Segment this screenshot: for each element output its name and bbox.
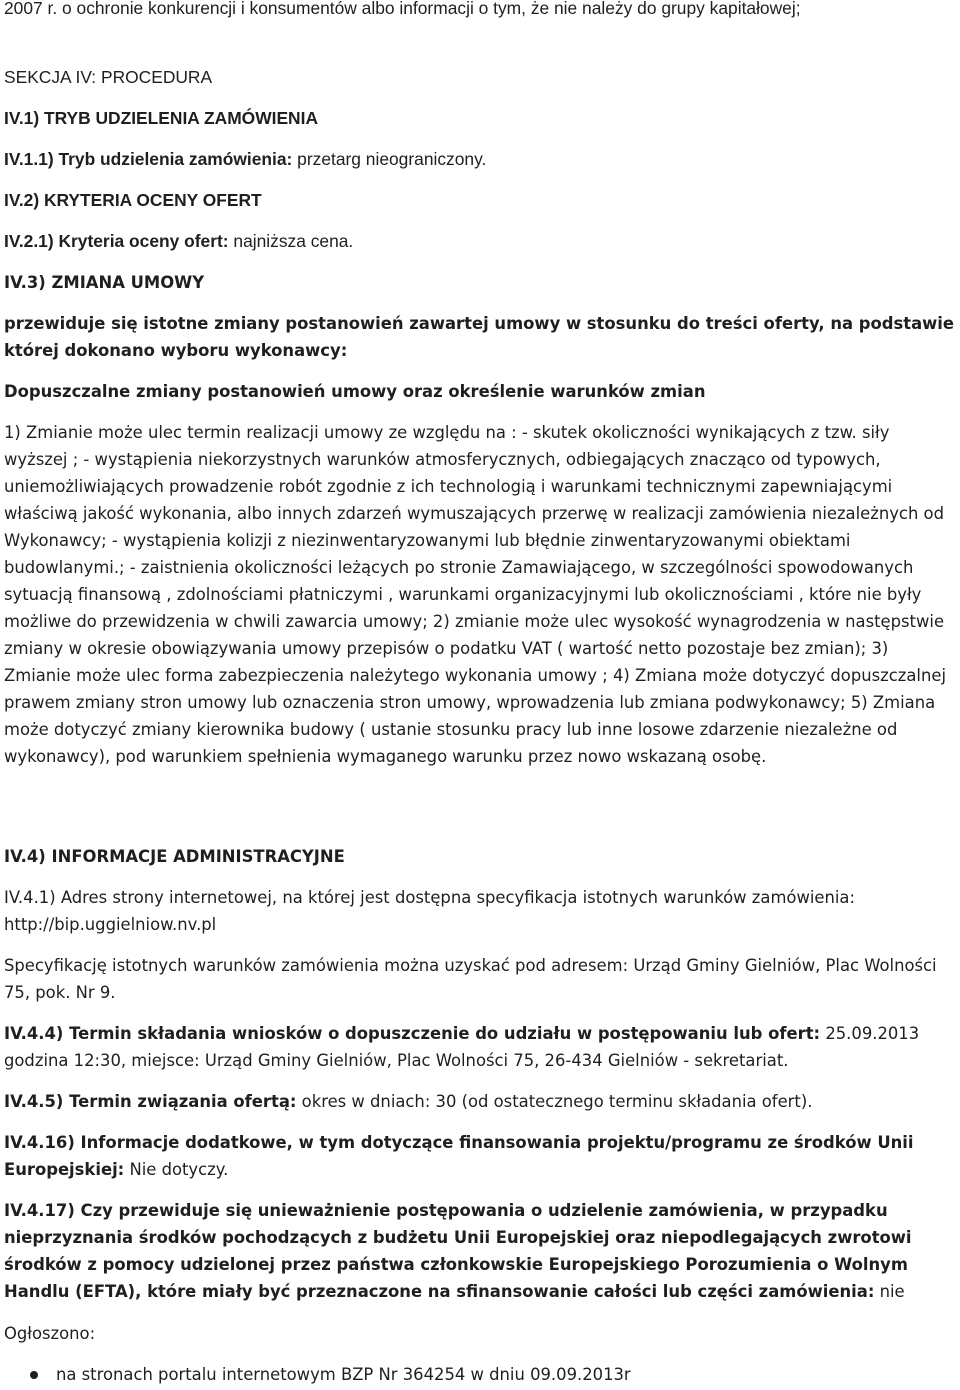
iv416-value: Nie dotyczy. xyxy=(124,1160,229,1179)
iv3-subheading: Dopuszczalne zmiany postanowień umowy oraz określenie warunków zmian xyxy=(4,382,706,401)
iv41-text: IV.4.1) Adres strony internetowej, na której jest dostępna specyfikacja istotnych warunków zamówienia: http://bip.uggielniow.nv.pl xyxy=(4,888,855,934)
iv21-line xyxy=(4,228,958,255)
heading-iv4: IV.4) INFORMACJE ADMINISTRACYJNE xyxy=(4,847,345,866)
iv416-label: IV.4.16) Informacje dodatkowe, w tym dotyczące finansowania projektu/programu ze środków Unii Europejskiej: xyxy=(4,1133,914,1179)
iv44-line xyxy=(4,1020,958,1074)
iv45-line xyxy=(4,1088,958,1115)
iv416-line xyxy=(4,1129,958,1183)
iv21-value: najniższa cena. xyxy=(228,231,354,251)
iv11-value: przetarg nieograniczony. xyxy=(292,149,487,169)
iv44-label: IV.4.4) Termin składania wniosków o dopuszczenie do udziału w postępowaniu lub ofert: xyxy=(4,1024,821,1043)
heading-iv2: IV.2) KRYTERIA OCENY OFERT xyxy=(4,190,262,210)
list-item: na stronach portalu internetowym BZP Nr 364254 w dniu 09.09.2013r xyxy=(56,1361,960,1388)
iv417-line xyxy=(4,1197,958,1305)
publication-list xyxy=(4,1361,960,1388)
ogloszono-label: Ogłoszono: xyxy=(4,1324,96,1343)
section-heading: SEKCJA IV: PROCEDURA xyxy=(4,67,213,87)
iv45-label: IV.4.5) Termin związania ofertą: xyxy=(4,1092,297,1111)
heading-iv3: IV.3) ZMIANA UMOWY xyxy=(4,273,205,292)
iv11-line xyxy=(4,146,958,173)
iv3-body: 1) Zmianie może ulec termin realizacji umowy ze względu na : - skutek okoliczności wynikających z tzw. siły wyższej ; - wystąpienia niekorzystnych warunków atmosferycznych, odbiegających znacząco od typowych, uniemożliwiających prowadzenie robót zgodnie z ich technologią i warunkami technicznymi zapewniającymi właściwą jakość wykonania, albo innych zdarzeń wymuszających przerwę w realizacji zamówienia niezależnych od Wykonawcy; - wystąpienia kolizji z niezinwentaryzowanymi lub błędnie zinwentaryzowanymi obiektami budowlanymi.; - zaistnienia okoliczności leżących po stronie Zamawiającego, w szczególności spowodowanych sytuacją finansową , zdolnościami płatniczymi , warunkami organizacyjnymi lub okolicznościami , które nie były możliwe do przewidzenia w chwili zawarcia umowy; 2) zmianie może ulec wysokość wynagrodzenia w następstwie zmiany w okresie obowiązywania umowy przepisów o podatku VAT ( wartość netto pozostaje bez zmian); 3) Zmianie może ulec forma zabezpieczenia należytego wykonania umowy ; 4) Zmiana może dotyczyć dopuszczalnej prawem zmiany stron umowy lub oznaczenia stron umowy, wprowadzenia lub zmiana podwykonawcy; 5) Zmiana może dotyczyć zmiany kierownika budowy ( ustanie stosunku pracy lub inne losowe zdarzenie niezależne od wykonawcy), pod warunkiem spełnienia wymaganego warunku przez nowo wskazaną osobę. xyxy=(4,423,947,766)
iv11-label: IV.1.1) Tryb udzielenia zamówienia: xyxy=(4,149,293,169)
iv3-question: przewiduje się istotne zmiany postanowień zawartej umowy w stosunku do treści oferty, na podstawie której dokonano wyboru wykonawcy: xyxy=(4,314,955,360)
iv45-value: okres w dniach: 30 (od ostatecznego terminu składania ofert). xyxy=(296,1092,813,1111)
spec-text: Specyfikację istotnych warunków zamówienia można uzyskać pod adresem: Urząd Gminy Gielniów, Plac Wolności 75, pok. Nr 9. xyxy=(4,956,937,1002)
iv44-value: 25.09.2013 godzina 12:30, miejsce: Urząd Gminy Gielniów, Plac Wolności 75, 26-434 Gielniów - sekretariat. xyxy=(4,1024,920,1070)
iv21-label: IV.2.1) Kryteria oceny ofert: xyxy=(4,231,229,251)
paragraph-top: 2007 r. o ochronie konkurencji i konsumentów albo informacji o tym, że nie należy do grupy kapitałowej; xyxy=(4,0,801,18)
heading-iv1: IV.1) TRYB UDZIELENIA ZAMÓWIENIA xyxy=(4,108,319,128)
iv417-value: nie xyxy=(874,1282,905,1301)
iv417-label: IV.4.17) Czy przewiduje się unieważnienie postępowania o udzielenie zamówienia, w przypadku nieprzyznania środków pochodzących z budżetu Unii Europejskiej oraz niepodlegających zwrotowi środków z pomocy udzielonej przez państwa członkowskie Europejskiego Porozumienia o Wolnym Handlu (EFTA), które miały być przeznaczone na sfinansowanie całości lub części zamówienia: xyxy=(4,1201,912,1301)
